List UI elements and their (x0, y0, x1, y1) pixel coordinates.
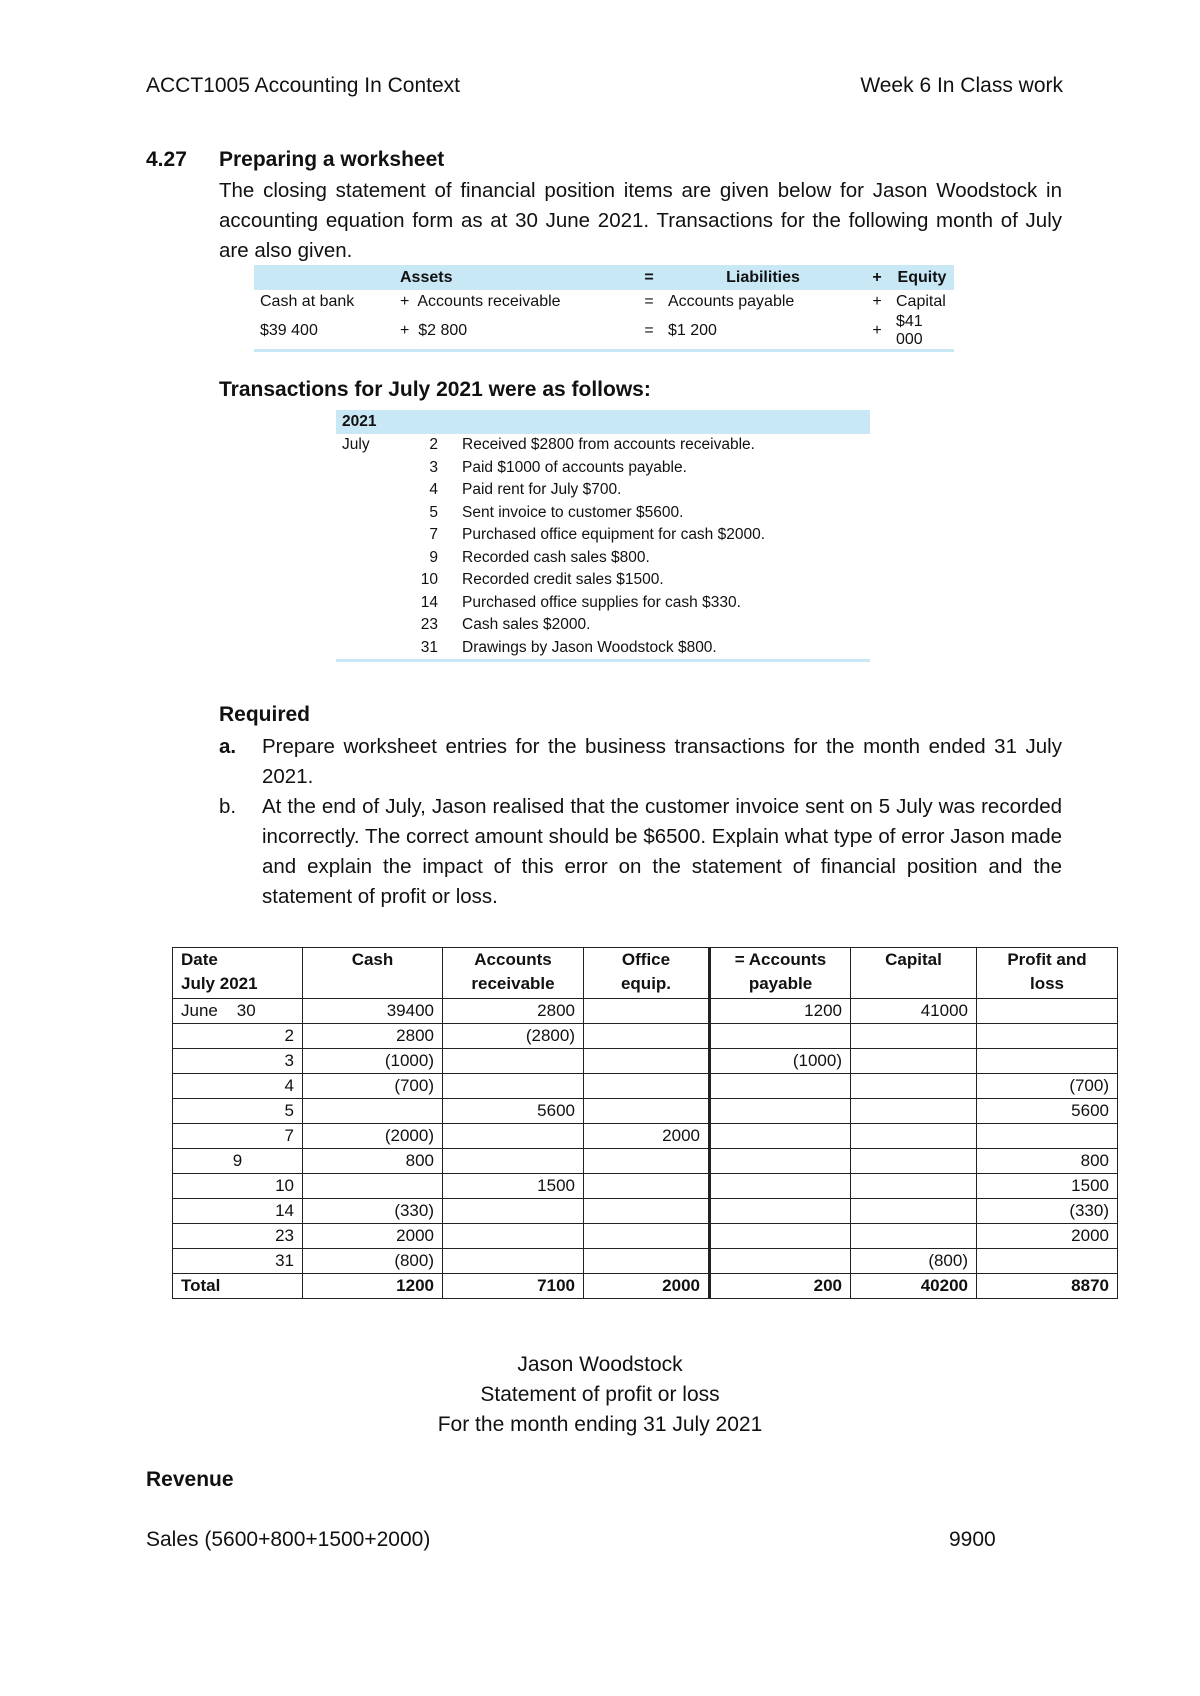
worksheet-office-equip-cell (584, 1024, 710, 1049)
worksheet-capital-cell (851, 1224, 977, 1249)
question-number: 4.27 (146, 148, 187, 171)
worksheet-cash-cell: (700) (303, 1074, 443, 1099)
worksheet-accounts-receivable-cell (443, 1049, 584, 1074)
capital-column-header: Capital (851, 948, 977, 999)
transaction-month (336, 502, 392, 525)
header-course-title: ACCT1005 Accounting In Context (146, 74, 461, 97)
worksheet-office-equip-cell (584, 1149, 710, 1174)
worksheet-total-accounts-payable-cell: 200 (710, 1274, 851, 1299)
transaction-description: Purchased office equipment for cash $2000. (462, 526, 766, 544)
worksheet-capital-cell: (800) (851, 1249, 977, 1274)
liabilities-heading: Liabilities (662, 265, 864, 290)
worksheet-total-row (173, 1274, 1118, 1299)
worksheet-row (173, 1199, 1118, 1224)
transaction-description: Recorded cash sales $800. (462, 548, 650, 566)
transaction-day: 7 (429, 526, 438, 544)
worksheet-row (173, 1124, 1118, 1149)
accounts-receivable-label: + Accounts receivable (400, 292, 561, 310)
plus-sign: + (872, 292, 882, 310)
worksheet-capital-cell (851, 1149, 977, 1174)
worksheet-cash-cell: (330) (303, 1199, 443, 1224)
worksheet-office-equip-cell (584, 999, 710, 1024)
worksheet-profit-loss-cell (977, 1249, 1118, 1274)
transaction-row (336, 434, 870, 457)
pl-column-header: Profit and loss (977, 948, 1118, 999)
worksheet-table (172, 947, 1118, 1299)
worksheet-accounts-receivable-cell (443, 1074, 584, 1099)
transaction-month (336, 524, 392, 547)
worksheet-row (173, 1049, 1118, 1074)
cash-column-header: Cash (303, 948, 443, 999)
transaction-row (336, 502, 870, 525)
transaction-row (336, 614, 870, 637)
worksheet-accounts-receivable-cell: (2800) (443, 1024, 584, 1049)
transaction-row (336, 479, 870, 502)
worksheet-accounts-payable-cell (710, 1124, 851, 1149)
worksheet-office-equip-cell (584, 1199, 710, 1224)
worksheet-office-equip-cell (584, 1099, 710, 1124)
worksheet-total-office-equip-cell: 2000 (584, 1274, 710, 1299)
worksheet-capital-cell (851, 1024, 977, 1049)
transaction-month (336, 614, 392, 637)
transactions-table (336, 410, 870, 662)
office-equip-column-header: Office equip. (584, 948, 710, 999)
worksheet-header-row (173, 948, 1118, 999)
worksheet-profit-loss-cell (977, 1124, 1118, 1149)
worksheet-accounts-receivable-cell (443, 1149, 584, 1174)
transaction-description: Paid $1000 of accounts payable. (462, 458, 687, 476)
worksheet-row (173, 1024, 1118, 1049)
statement-period: For the month ending 31 July 2021 (437, 1413, 763, 1436)
transaction-day: 10 (420, 571, 438, 589)
assets-heading: Assets (394, 265, 636, 290)
required-mark-b: b. (219, 795, 237, 818)
transaction-row (336, 524, 870, 547)
worksheet-cash-cell: (800) (303, 1249, 443, 1274)
worksheet-row (173, 999, 1118, 1024)
worksheet-accounts-receivable-cell: 5600 (443, 1099, 584, 1124)
worksheet-total-date-cell: Total (173, 1274, 303, 1299)
worksheet-capital-cell (851, 1199, 977, 1224)
worksheet-capital-cell (851, 1049, 977, 1074)
worksheet-accounts-receivable-cell (443, 1124, 584, 1149)
worksheet-accounts-payable-cell (710, 1099, 851, 1124)
worksheet-profit-loss-cell: 800 (977, 1149, 1118, 1174)
worksheet-accounts-payable-cell (710, 1224, 851, 1249)
required-list (219, 732, 1062, 912)
transaction-row (336, 569, 870, 592)
transaction-description: Paid rent for July $700. (462, 481, 622, 499)
transaction-day: 23 (420, 616, 438, 634)
worksheet-accounts-payable-cell (710, 1074, 851, 1099)
equation-value-row (254, 313, 954, 351)
ar-column-header: Accounts receivable (443, 948, 584, 999)
cash-at-bank-label: Cash at bank (260, 292, 355, 310)
transaction-description: Received $2800 from accounts receivable. (462, 436, 755, 454)
equals-sign: = (644, 292, 654, 310)
required-text-b: At the end of July, Jason realised that the customer invoice sent on 5 July was recorded incorrectly. The correct amount should be $6500. Explain what type of error Jason made and explain the impact of this error on the statement of financial position and the statement of profit or loss. (262, 795, 1062, 908)
worksheet-accounts-payable-cell (710, 1149, 851, 1174)
cash-at-bank-value: $39 400 (254, 313, 394, 351)
worksheet-profit-loss-cell (977, 1024, 1118, 1049)
worksheet-row (173, 1099, 1118, 1124)
worksheet-profit-loss-cell: (330) (977, 1199, 1118, 1224)
worksheet-capital-cell: 41000 (851, 999, 977, 1024)
required-item-b (219, 792, 1062, 912)
transaction-day: 2 (429, 436, 438, 454)
worksheet-cash-cell: (2000) (303, 1124, 443, 1149)
worksheet-date-cell: 23 (173, 1224, 303, 1249)
statement-entity-name: Jason Woodstock (517, 1353, 683, 1376)
worksheet-profit-loss-cell: 1500 (977, 1174, 1118, 1199)
equity-heading: Equity (890, 265, 954, 290)
worksheet-capital-cell (851, 1074, 977, 1099)
worksheet-capital-cell (851, 1099, 977, 1124)
transaction-month (336, 547, 392, 570)
worksheet-date-cell: 3 (173, 1049, 303, 1074)
header-week-label: Week 6 In Class work (860, 74, 1063, 97)
question-title: Preparing a worksheet (219, 148, 445, 171)
transactions-title: Transactions for July 2021 were as follows: (219, 378, 651, 401)
statement-title: Statement of profit or loss (480, 1383, 720, 1406)
transaction-row (336, 547, 870, 570)
worksheet-total-accounts-receivable-cell: 7100 (443, 1274, 584, 1299)
worksheet-date-cell: 14 (173, 1199, 303, 1224)
worksheet-accounts-payable-cell: 1200 (710, 999, 851, 1024)
transactions-year: 2021 (336, 410, 392, 434)
worksheet-cash-cell (303, 1174, 443, 1199)
worksheet-row (173, 1174, 1118, 1199)
worksheet-profit-loss-cell (977, 1049, 1118, 1074)
worksheet-office-equip-cell (584, 1249, 710, 1274)
worksheet-accounts-receivable-cell: 1500 (443, 1174, 584, 1199)
capital-value: $41 000 (890, 313, 954, 351)
worksheet-cash-cell: 2000 (303, 1224, 443, 1249)
worksheet-office-equip-cell (584, 1049, 710, 1074)
equation-header-row (254, 265, 954, 290)
worksheet-row (173, 1074, 1118, 1099)
worksheet-cash-cell: 800 (303, 1149, 443, 1174)
accounts-payable-label: Accounts payable (668, 292, 795, 310)
accounts-payable-value: $1 200 (662, 313, 864, 351)
worksheet-office-equip-cell: 2000 (584, 1124, 710, 1149)
transaction-day: 5 (429, 503, 438, 521)
transaction-row (336, 637, 870, 661)
sales-label: Sales (5600+800+1500+2000) (146, 1528, 431, 1551)
worksheet-accounts-receivable-cell (443, 1199, 584, 1224)
worksheet-accounts-receivable-cell: 2800 (443, 999, 584, 1024)
worksheet-date-cell: 10 (173, 1174, 303, 1199)
transaction-month: July (342, 436, 370, 454)
transaction-month (336, 637, 392, 661)
worksheet-date-cell: 9 (173, 1149, 303, 1174)
transaction-row (336, 592, 870, 615)
worksheet-cash-cell: 39400 (303, 999, 443, 1024)
equals-sign: = (636, 313, 662, 351)
question-intro: The closing statement of financial position items are given below for Jason Woodstock in accounting equation form as at 30 June 2021. Transactions for the following month of July are also given. (219, 179, 1062, 262)
worksheet-office-equip-cell (584, 1224, 710, 1249)
plus-heading: + (864, 265, 890, 290)
transaction-month (336, 592, 392, 615)
plus-sign: + (864, 313, 890, 351)
required-text-a: Prepare worksheet entries for the business transactions for the month ended 31 July 2021. (262, 735, 1062, 788)
transaction-month (336, 479, 392, 502)
date-column-header: Date July 2021 (173, 948, 303, 999)
worksheet-accounts-payable-cell: (1000) (710, 1049, 851, 1074)
transaction-day: 9 (429, 548, 438, 566)
worksheet-total-capital-cell: 40200 (851, 1274, 977, 1299)
transactions-year-row (336, 410, 870, 434)
worksheet-date-cell: 7 (173, 1124, 303, 1149)
worksheet-accounts-receivable-cell (443, 1224, 584, 1249)
transaction-description: Sent invoice to customer $5600. (462, 503, 684, 521)
required-title: Required (219, 703, 311, 726)
accounts-receivable-value: + $2 800 (394, 313, 636, 351)
worksheet-capital-cell (851, 1174, 977, 1199)
worksheet-capital-cell (851, 1124, 977, 1149)
transaction-description: Cash sales $2000. (462, 616, 591, 634)
transaction-description: Purchased office supplies for cash $330. (462, 593, 741, 611)
capital-label: Capital (896, 292, 946, 310)
worksheet-office-equip-cell (584, 1174, 710, 1199)
worksheet-cash-cell: (1000) (303, 1049, 443, 1074)
worksheet-total-profit-loss-cell: 8870 (977, 1274, 1118, 1299)
transaction-day: 4 (429, 481, 438, 499)
worksheet-profit-loss-cell: 5600 (977, 1099, 1118, 1124)
transaction-description: Recorded credit sales $1500. (462, 571, 664, 589)
worksheet-cash-cell (303, 1099, 443, 1124)
transaction-day: 31 (392, 637, 456, 661)
worksheet-accounts-payable-cell (710, 1199, 851, 1224)
required-mark-a: a. (219, 735, 237, 758)
worksheet-total-cash-cell: 1200 (303, 1274, 443, 1299)
worksheet-date-cell: June 30 (173, 999, 303, 1024)
transaction-day: 14 (420, 593, 438, 611)
ap-column-header: = Accounts payable (710, 948, 851, 999)
equation-label-row (254, 290, 954, 313)
required-item-a (219, 732, 1062, 792)
transaction-month (336, 457, 392, 480)
revenue-heading: Revenue (146, 1468, 234, 1491)
statement-heading (0, 1350, 1200, 1440)
worksheet-date-cell: 2 (173, 1024, 303, 1049)
worksheet-profit-loss-cell (977, 999, 1118, 1024)
worksheet-row (173, 1249, 1118, 1274)
worksheet-profit-loss-cell: (700) (977, 1074, 1118, 1099)
sales-value: 9900 (949, 1528, 996, 1551)
transaction-row (336, 457, 870, 480)
transaction-month (336, 569, 392, 592)
worksheet-office-equip-cell (584, 1074, 710, 1099)
worksheet-profit-loss-cell: 2000 (977, 1224, 1118, 1249)
worksheet-row (173, 1224, 1118, 1249)
transaction-day: 3 (429, 458, 438, 476)
worksheet-accounts-payable-cell (710, 1249, 851, 1274)
worksheet-cash-cell: 2800 (303, 1024, 443, 1049)
worksheet-date-cell: 31 (173, 1249, 303, 1274)
worksheet-date-cell: 5 (173, 1099, 303, 1124)
worksheet-date-cell: 4 (173, 1074, 303, 1099)
accounting-equation-table (254, 265, 954, 352)
worksheet-accounts-receivable-cell (443, 1249, 584, 1274)
worksheet-row (173, 1149, 1118, 1174)
worksheet-accounts-payable-cell (710, 1024, 851, 1049)
transaction-description: Drawings by Jason Woodstock $800. (456, 637, 870, 661)
equals-heading: = (636, 265, 662, 290)
worksheet-accounts-payable-cell (710, 1174, 851, 1199)
